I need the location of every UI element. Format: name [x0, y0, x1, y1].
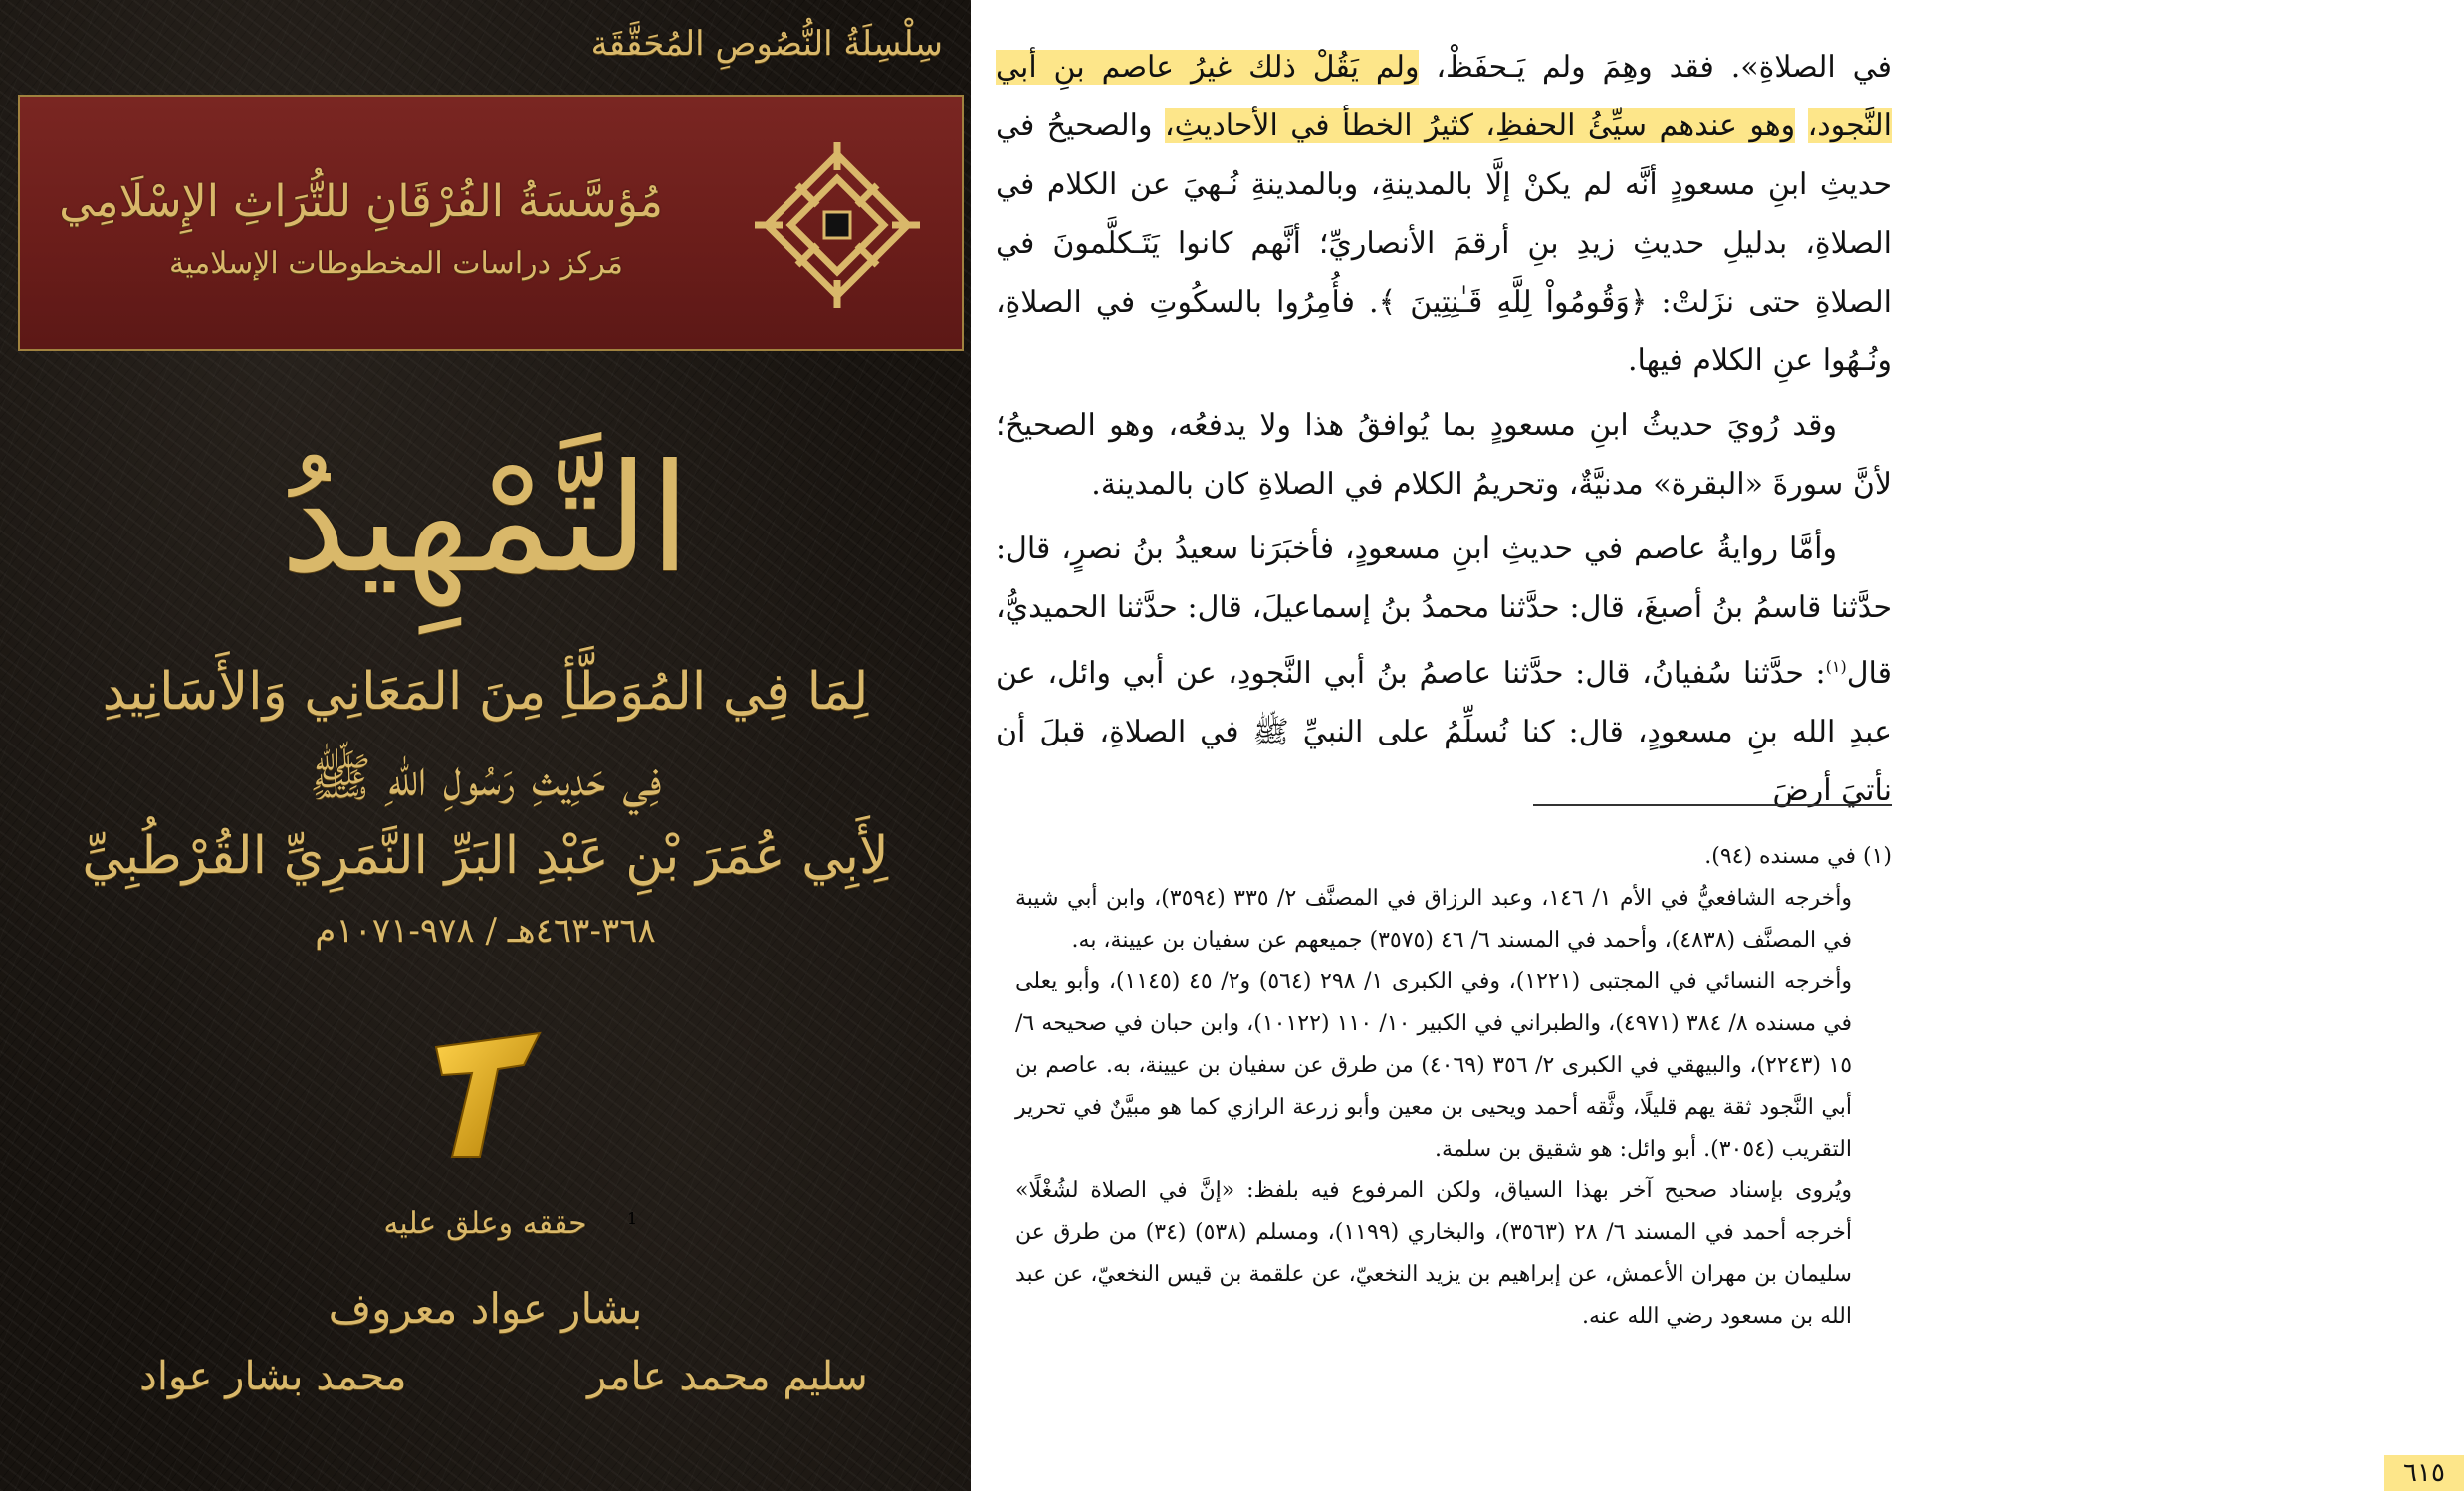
editor-second: سليم محمد عامر: [587, 1354, 868, 1399]
author-dates: ٣٦٨-٤٦٣هـ / ٩٧٨-١٠٧١م: [315, 911, 656, 951]
paragraph-1: في الصلاةِ». فقد وهِمَ ولم يَـحفَظْ، ولم يَقُلْ ذلك غيرُ عاصم بنِ أبي النَّجود، وهو عندهم سيِّئُ الحفظِ، كثيرُ الخطأ في الأحاديثِ، والصحيحُ في حديثِ ابنِ مسعودٍ أنَّه لم يكنْ إلَّا بالمدينةِ، وبالمدينةِ نُـهيَ عن الكلام في الصلاةِ، بدليلِ حديثِ زيدِ بنِ أرقمَ الأنصاريِّ؛ أنَّهم كانوا يَتَـكلَّمونَ في الصلاةِ حتى نزَلتْ: ﴿وَقُومُواْ لِلَّهِ قَـٰنِتِينَ ﴾. فأُمِرُوا بالسكُوتِ في الصلاةِ، ونُـهُوا عنِ الكلام فيها.: [996, 50, 1892, 378]
calligraphic-emblem-icon: [743, 130, 932, 320]
publisher-name: مُؤسَّسَةُ الفُرْقَانِ للتُّرَاثِ الإِسْلَامِي: [59, 176, 663, 227]
volume-number: 1: [627, 1209, 638, 1228]
footnote-paragraph: ويُروى بإسناد صحيح آخر بهذا السياق، ولكن المرفوع فيه بلفظ: «إنَّ في الصلاة لشُغْلًا» أخرجه أحمد في المسند ٦/ ٢٨ (٣٥٦٣)، والبخاري (١١٩٩)، ومسلم (٥٣٨) (٣٤) من طرق عن سليمان بن مهران الأعمش، عن إبراهيم بن يزيد النخعيّ، عن علقمة بن قيس النخعيّ، عن عبد الله بن مسعود رضي الله عنه.: [1015, 1178, 1852, 1329]
highlight-1: ولم يَقُلْ ذلك غيرُ عاصم بنِ أبي النَّجود،: [996, 50, 1892, 143]
text-page: [971, 0, 2445, 1491]
editor-main: بشار عواد معروف: [328, 1284, 643, 1333]
highlight-2: وهو عندهم سيِّئُ الحفظِ، كثيرُ الخطأ في الأحاديثِ،: [1164, 108, 1796, 143]
publisher-center: مَركز دراسات المخطوطات الإسلامية: [168, 246, 623, 281]
book-subtitle-line1: لِمَا فِي المُوَطَّأِ مِنَ المَعَانِي وَالأَسَانِيدِ: [102, 662, 869, 722]
volume-number-badge: [428, 1025, 638, 1228]
footnote-divider: [1533, 804, 1892, 806]
edited-label: حققه وعلق عليه: [383, 1206, 587, 1241]
book-title: التَّمْهِيدُ: [280, 433, 691, 606]
paragraph-2: وقد رُويَ حديثُ ابنِ مسعودٍ بما يُوافقُ هذا ولا يدفعُه، وهو الصحيحُ؛ لأنَّ سورةَ «البقرة» مدنيَّةٌ، وتحريمُ الكلام في الصلاةِ كان بالمدينة.: [996, 408, 1892, 502]
footnote-1: (١) في مسنده (٩٤).: [1704, 844, 1892, 869]
series-title: سِلْسِلَةُ النُّصُوصِ المُحَقَّقَة: [590, 24, 943, 64]
footnote-paragraph: وأخرجه الشافعيُّ في الأم ١/ ١٤٦، وعبد الرزاق في المصنَّف ٢/ ٣٣٥ (٣٥٩٤)، وابن أبي شيبة في المصنَّف (٤٨٣٨)، وأحمد في المسند ٦/ ٤٦ (٣٥٧٥) جميعهم عن سفيان بن عيينة، به.: [1015, 886, 1853, 953]
footnote-paragraph: وأخرجه النسائي في المجتبى (١٢٢١)، وفي الكبرى ١/ ٢٩٨ (٥٦٤) و٢/ ٤٥ (١١٤٥)، وأبو يعلى في مسنده ٨/ ٣٨٤ (٤٩٧١)، والطبراني في الكبير ١٠/ ١١٠ (١٠١٢٢)، وابن حبان في صحيحه ٦/ ١٥ (٢٢٤٣)، والبيهقي في الكبرى ٢/ ٣٥٦ (٤٠٦٩) من طرق عن سفيان بن عيينة، به. عاصم بن أبي النَّجود ثقة يهم قليلًا، وثَّقه أحمد ويحيى بن معين وأبو زرعة الرازي كما هو مبيَّنٌ في تحرير التقريب (٣٠٥٤). أبو وائل: هو شقيق بن سلمة.: [1015, 969, 1853, 1162]
book-subtitle-line2: فِي حَدِيثِ رَسُولِ اللهِ ﷺ: [309, 748, 662, 808]
book-cover: [0, 0, 971, 1491]
footnote-marker[interactable]: (١): [1825, 657, 1847, 676]
main-text: [996, 38, 1892, 820]
book-author: لِأَبِي عُمَرَ بْنِ عَبْدِ البَرِّ النَّمَرِيِّ القُرْطُبِيِّ: [82, 826, 889, 886]
editor-third: محمد بشار عواد: [139, 1354, 407, 1399]
publisher-band: [18, 95, 964, 351]
footnotes: [1015, 836, 1892, 1338]
page-number: ٦١٥: [2384, 1455, 2464, 1491]
paragraph-3: وأمَّا روايةُ عاصم في حديثِ ابنِ مسعودٍ، فأخبَرَنا سعيدُ بنُ نصرٍ، قال: حدَّثنا قاسمُ بنُ أصبغَ، قال: حدَّثنا محمدُ بنُ إسماعيلَ، قال: حدَّثنا الحميديُّ، قال$^{(١)}$: حدَّثنا سُفيانُ، قال: حدَّثنا عاصمُ بنُ أبي النَّجودِ، عن أبي وائل، عن عبدِ الله بنِ مسعودٍ، قال: كنا نُسلِّمُ على النبيِّ ﷺ في الصلاةِ، قبلَ أن نأتيَ أرضَ: [996, 532, 1892, 808]
